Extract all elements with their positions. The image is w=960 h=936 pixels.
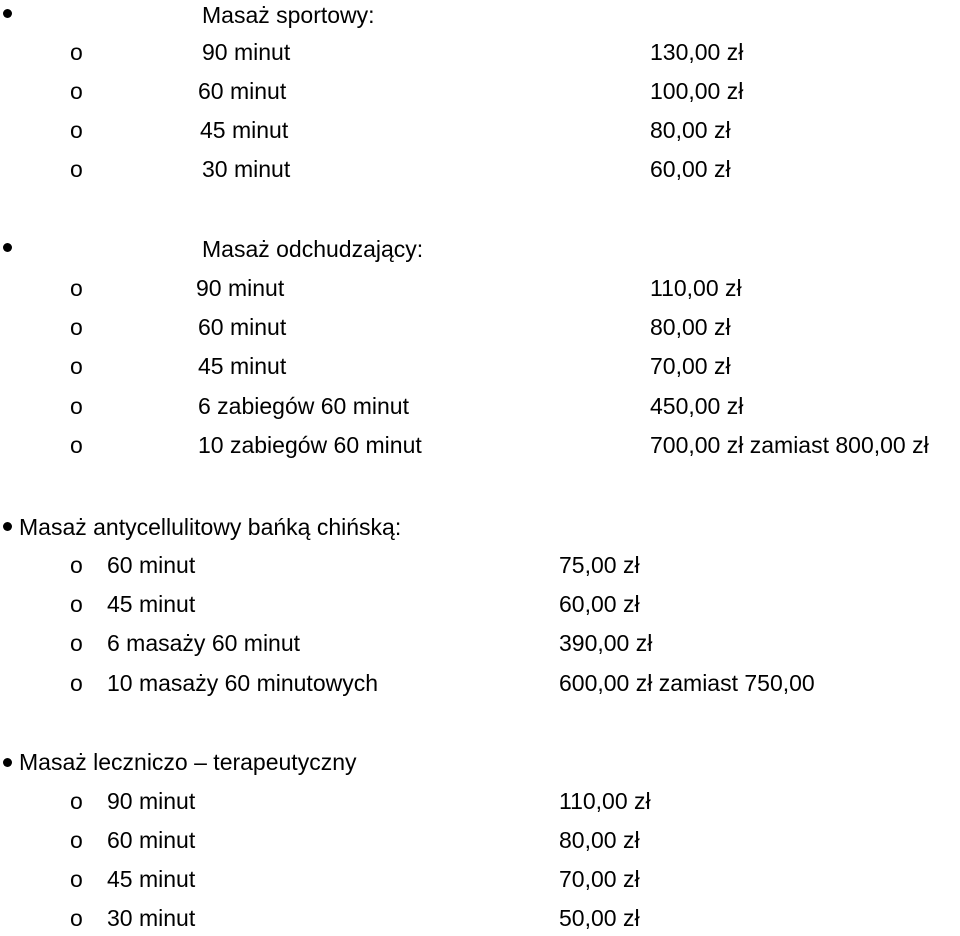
- sub-bullet: o: [70, 827, 83, 853]
- sub-bullet: o: [70, 275, 83, 301]
- section-title: Masaż sportowy:: [202, 2, 375, 28]
- sub-bullet: o: [70, 78, 83, 104]
- duration: 60 minut: [107, 552, 196, 578]
- duration: 45 minut: [107, 591, 196, 617]
- duration: 90 minut: [202, 39, 291, 65]
- duration: 45 minut: [200, 117, 289, 143]
- sub-bullet: o: [70, 905, 83, 931]
- section-title: Masaż odchudzający:: [202, 236, 424, 262]
- bullet-icon: [3, 758, 12, 767]
- duration: 45 minut: [107, 866, 196, 892]
- price: 70,00 zł: [559, 866, 640, 892]
- price: 110,00 zł: [559, 788, 651, 814]
- bullet-icon: [3, 243, 12, 252]
- sub-bullet: o: [70, 117, 83, 143]
- sub-bullet: o: [70, 156, 83, 182]
- duration: 30 minut: [107, 905, 196, 931]
- section-title: Masaż leczniczo – terapeutyczny: [19, 749, 357, 775]
- price: 100,00 zł: [650, 78, 744, 104]
- duration: 6 zabiegów 60 minut: [198, 393, 409, 419]
- duration: 6 masaży 60 minut: [107, 630, 301, 656]
- price: 80,00 zł: [559, 827, 640, 853]
- price: 80,00 zł: [650, 314, 731, 340]
- price: 390,00 zł: [559, 630, 653, 656]
- duration: 60 minut: [107, 827, 196, 853]
- sub-bullet: o: [70, 432, 83, 458]
- price: 700,00 zł zamiast 800,00 zł: [650, 432, 929, 458]
- sub-bullet: o: [70, 314, 83, 340]
- sub-bullet: o: [70, 591, 83, 617]
- duration: 45 minut: [198, 353, 287, 379]
- duration: 10 zabiegów 60 minut: [198, 432, 422, 458]
- duration: 60 minut: [198, 314, 287, 340]
- sub-bullet: o: [70, 670, 83, 696]
- duration: 30 minut: [202, 156, 291, 182]
- duration: 60 minut: [198, 78, 287, 104]
- sub-bullet: o: [70, 353, 83, 379]
- price: 600,00 zł zamiast 750,00: [559, 670, 815, 696]
- price: 70,00 zł: [650, 353, 731, 379]
- bullet-icon: [3, 522, 12, 531]
- price: 130,00 zł: [650, 39, 744, 65]
- price: 75,00 zł: [559, 552, 640, 578]
- price: 60,00 zł: [559, 591, 640, 617]
- sub-bullet: o: [70, 866, 83, 892]
- sub-bullet: o: [70, 39, 83, 65]
- price: 450,00 zł: [650, 393, 744, 419]
- duration: 90 minut: [196, 275, 285, 301]
- price: 80,00 zł: [650, 117, 731, 143]
- sub-bullet: o: [70, 788, 83, 814]
- bullet-icon: [3, 9, 12, 18]
- price: 60,00 zł: [650, 156, 731, 182]
- sub-bullet: o: [70, 552, 83, 578]
- duration: 10 masaży 60 minutowych: [107, 670, 379, 696]
- section-title: Masaż antycellulitowy bańką chińską:: [19, 514, 402, 540]
- sub-bullet: o: [70, 393, 83, 419]
- duration: 90 minut: [107, 788, 196, 814]
- sub-bullet: o: [70, 630, 83, 656]
- price: 50,00 zł: [559, 905, 640, 931]
- price: 110,00 zł: [650, 275, 742, 301]
